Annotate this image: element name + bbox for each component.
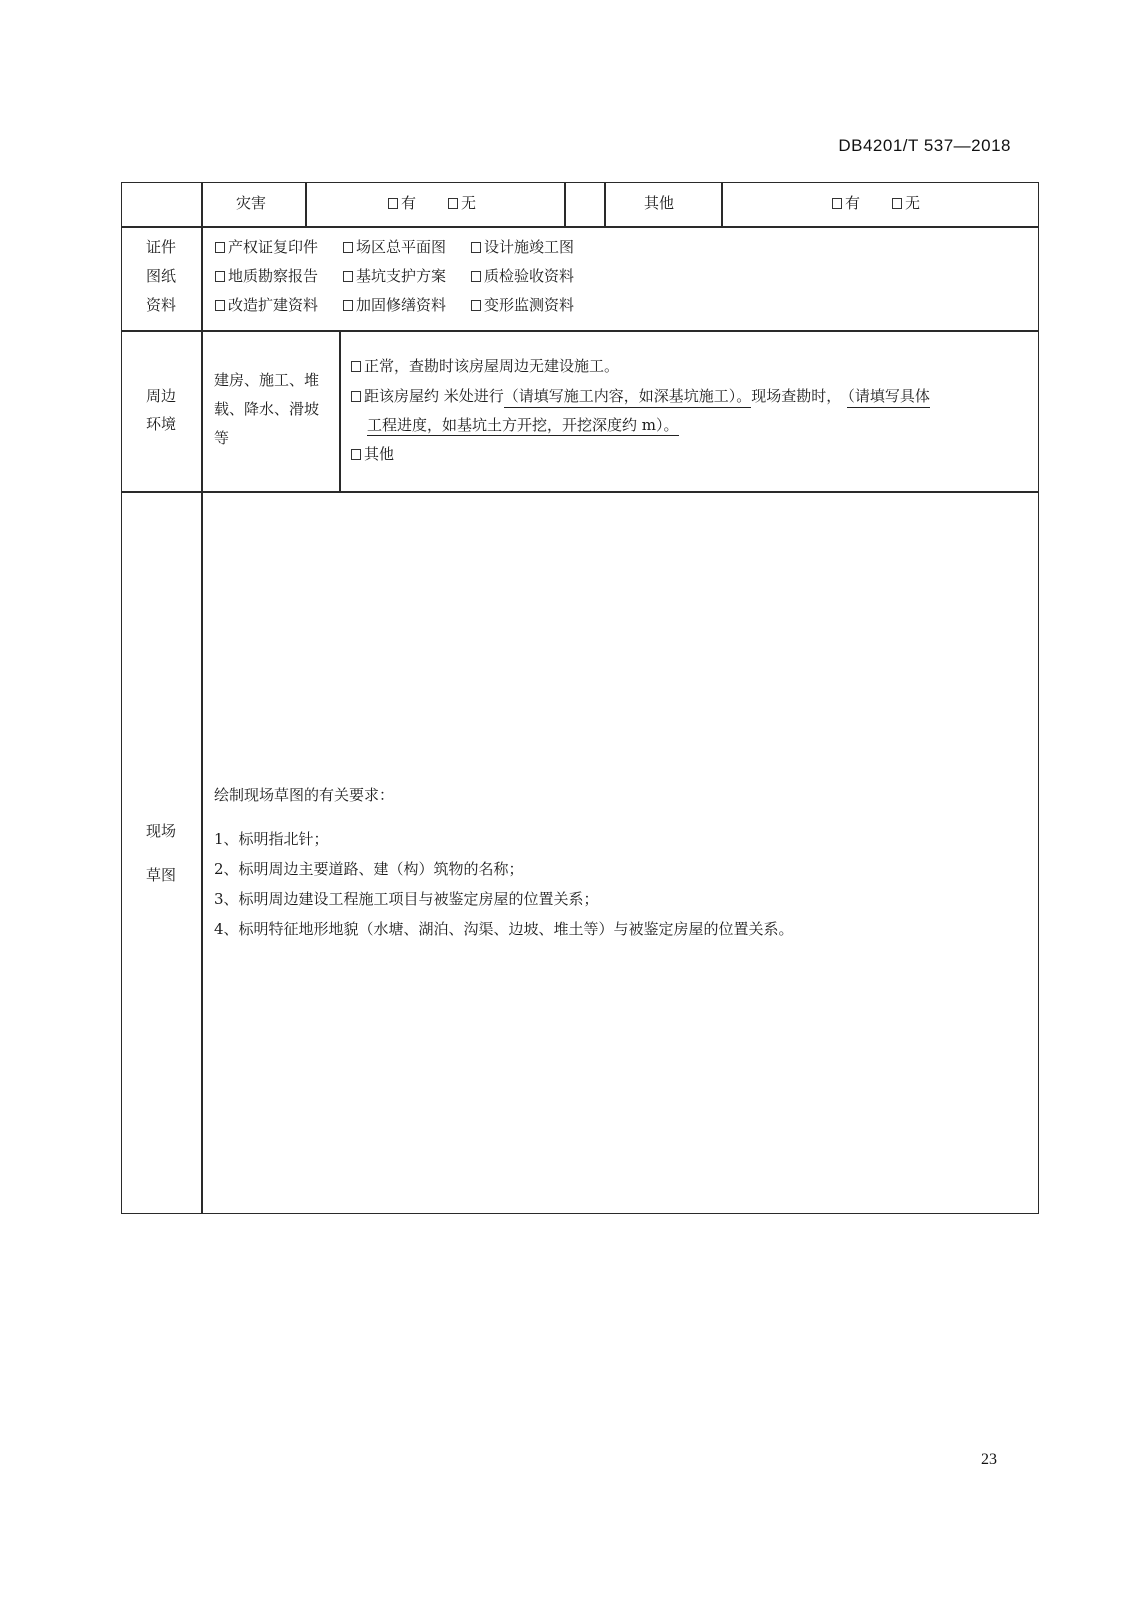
- column-divider: [564, 182, 566, 227]
- env-option-construction[interactable]: [351, 389, 930, 404]
- docs-label-line: 资料: [146, 296, 177, 314]
- row-divider: [121, 226, 1039, 228]
- env-option-normal[interactable]: 正常，查勘时该房屋周边无建设施工。: [351, 359, 619, 374]
- sketch-area[interactable]: [203, 493, 1037, 1212]
- env-sub-label-line: 建房、施工、堆: [214, 371, 320, 389]
- distance-text: 距该房屋约 米处进行: [364, 387, 504, 405]
- column-divider: [721, 182, 723, 227]
- doc-checkbox-item[interactable]: 加固修缮资料: [343, 298, 446, 313]
- env-label-line: 周边: [146, 387, 177, 405]
- doc-checkbox-item[interactable]: 基坑支护方案: [343, 269, 446, 284]
- page-number: 23: [981, 1451, 997, 1468]
- construction-content-fill[interactable]: （请填写施工内容，如深基坑施工）。: [504, 387, 752, 408]
- inspection-text: 现场查勘时，: [751, 387, 842, 405]
- other-label: 其他: [644, 194, 675, 212]
- column-divider: [305, 182, 307, 227]
- sketch-requirement-item: 3、标明周边建设工程施工项目与被鉴定房屋的位置关系；: [214, 890, 599, 908]
- row-divider: [121, 330, 1039, 332]
- checkbox-icon: [343, 242, 353, 253]
- checkbox-icon: [448, 198, 458, 209]
- document-code: DB4201/T 537—2018: [838, 136, 1011, 155]
- env-sub-label-line: 等: [214, 429, 230, 447]
- doc-checkbox-item[interactable]: 改造扩建资料: [215, 298, 318, 313]
- progress-fill-continued[interactable]: 工程进度，如基坑土方开挖，开挖深度约 m）。: [367, 416, 679, 434]
- env-label-line: 环境: [146, 415, 177, 433]
- sketch-label-line: 现场: [146, 822, 177, 840]
- column-divider: [604, 182, 606, 227]
- env-sub-label-line: 载、降水、滑坡: [214, 400, 320, 418]
- other-no-option[interactable]: 无: [892, 196, 920, 211]
- checkbox-icon: [832, 198, 842, 209]
- doc-checkbox-item[interactable]: 地质勘察报告: [215, 269, 318, 284]
- progress-fill-start[interactable]: （请填写具体: [847, 387, 930, 408]
- sketch-label-line: 草图: [146, 866, 177, 884]
- disaster-no-option[interactable]: 无: [448, 196, 476, 211]
- doc-checkbox-item[interactable]: 场区总平面图: [343, 240, 446, 255]
- checkbox-icon: [351, 361, 361, 372]
- doc-checkbox-item[interactable]: 变形监测资料: [471, 298, 574, 313]
- checkbox-icon: [343, 271, 353, 282]
- doc-checkbox-item[interactable]: 产权证复印件: [215, 240, 318, 255]
- checkbox-icon: [471, 271, 481, 282]
- checkbox-icon: [388, 198, 398, 209]
- sketch-requirement-item: 2、标明周边主要道路、建（构）筑物的名称；: [214, 860, 524, 878]
- env-option-other[interactable]: 其他: [351, 447, 394, 462]
- disaster-label: 灾害: [236, 194, 267, 212]
- sketch-requirements-intro: 绘制现场草图的有关要求：: [214, 786, 395, 804]
- checkbox-icon: [215, 300, 225, 311]
- docs-label-line: 证件: [146, 238, 177, 256]
- doc-checkbox-item[interactable]: 设计施竣工图: [471, 240, 574, 255]
- checkbox-icon: [343, 300, 353, 311]
- other-yes-option[interactable]: 有: [832, 196, 860, 211]
- sketch-requirement-item: 4、标明特征地形地貌（水塘、湖泊、沟渠、边坡、堆土等）与被鉴定房屋的位置关系。: [214, 920, 794, 938]
- checkbox-icon: [892, 198, 902, 209]
- docs-label-line: 图纸: [146, 267, 177, 285]
- checkbox-icon: [351, 391, 361, 402]
- checkbox-icon: [215, 242, 225, 253]
- checkbox-icon: [471, 242, 481, 253]
- sketch-requirement-item: 1、标明指北针；: [214, 830, 329, 848]
- doc-checkbox-item[interactable]: 质检验收资料: [471, 269, 574, 284]
- column-divider: [339, 330, 341, 492]
- checkbox-icon: [215, 271, 225, 282]
- checkbox-icon: [351, 449, 361, 460]
- disaster-yes-option[interactable]: 有: [388, 196, 416, 211]
- checkbox-icon: [471, 300, 481, 311]
